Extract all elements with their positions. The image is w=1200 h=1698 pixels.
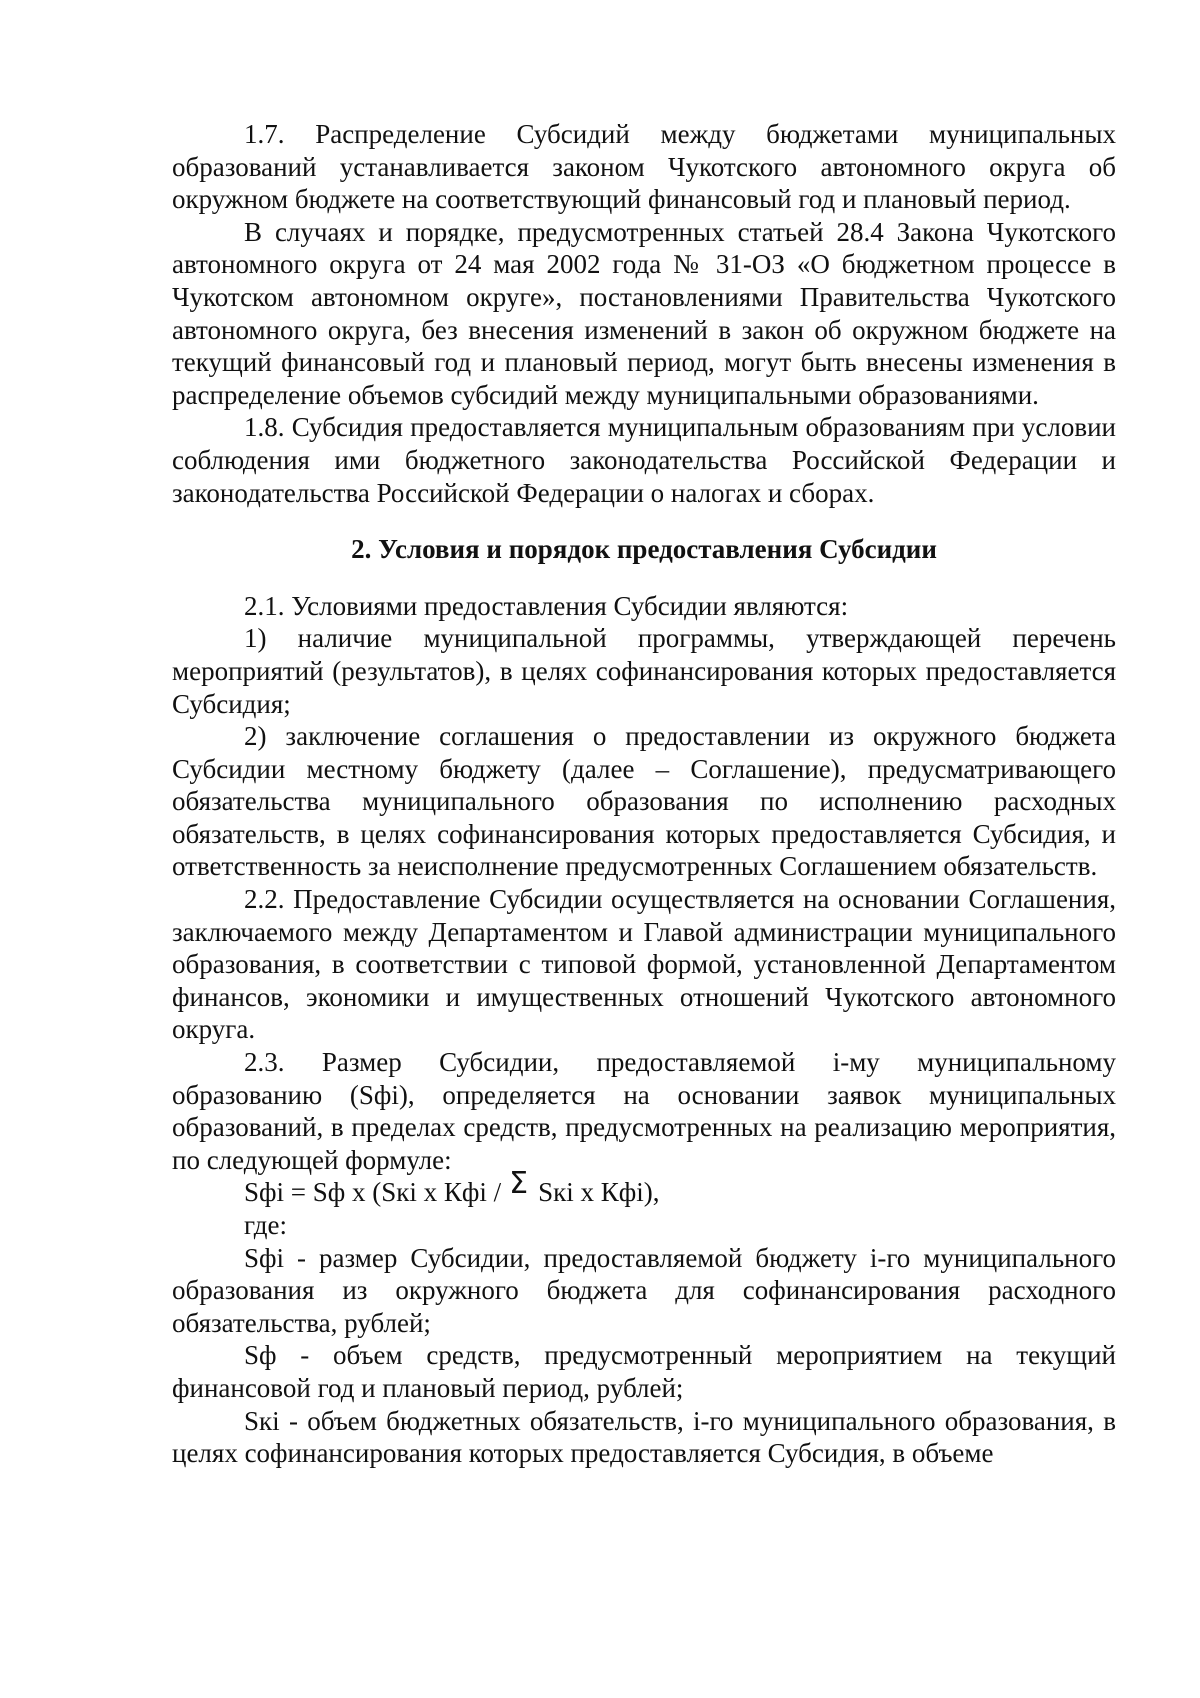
sigma-symbol: Σ: [509, 1166, 529, 1202]
paragraph-condition-2: 2) заключение соглашения о предоставлении из окружного бюджета Субсидии местному бюджету (далее – Соглашение), предусматривающего обязательства муниципального образования по исполнению расходных обязательств, в целях софинансирования которых предоставляется Субсидия, и ответственность за неисполнение предусмотренных Соглашением обязательств.: [172, 721, 1116, 882]
paragraph-1-8: 1.8. Субсидия предоставляется муниципальным образованиям при условии соблюдения ими бюджетного законодательства Российской Федерации и законодательства Российской Федерации о налогах и сборах.: [172, 412, 1116, 508]
definition-ski: Sкi - объем бюджетных обязательств, i-го муниципального образования, в целях софинансирования которых предоставляется Субсидия, в объеме: [172, 1405, 1116, 1469]
formula-right: Sкi x Кфi),: [538, 1177, 660, 1208]
definition-sfi: Sфi - размер Субсидии, предоставляемой бюджету i-го муниципального образования из окружного бюджета для софинансирования расходного обязательства, рублей;: [172, 1242, 1116, 1338]
paragraph-condition-1: 1) наличие муниципальной программы, утверждающей перечень мероприятий (результатов), в целях софинансирования которых предоставляется Субсидия;: [172, 623, 1116, 719]
formula-left: Sфi = Sф x (Sкi x Кфi /: [244, 1177, 502, 1208]
paragraph-1-7: 1.7. Распределение Субсидий между бюджетами муниципальных образований устанавливается законом Чукотского автономного округа об окружном бюджете на соответствующий финансовый год и плановый период.: [172, 119, 1116, 215]
formula-where: где:: [244, 1210, 287, 1240]
paragraph-cases: В случаях и порядке, предусмотренных статьей 28.4 Закона Чукотского автономного округа от 24 мая 2002 года № 31-ОЗ «О бюджетном процессе в Чукотском автономном округе», постановлениями Правительства Чукотского автономного округа, без внесения изменений в закон об окружном бюджете на текущий финансовый год и плановый период, могут быть внесены изменения в распределение объемов субсидий между муниципальными образованиями.: [172, 216, 1116, 410]
paragraph-2-3: 2.3. Размер Субсидии, предоставляемой i-му муниципальному образованию (Sфi), определяется на основании заявок муниципальных образований, в пределах средств, предусмотренных на реализацию мероприятия, по следующей формуле:: [172, 1047, 1116, 1175]
paragraph-2-2: 2.2. Предоставление Субсидии осуществляется на основании Соглашения, заключаемого между Департаментом и Главой администрации муниципального образования, в соответствии с типовой формой, установленной Департаментом финансов, экономики и имущественных отношений Чукотского автономного округа.: [172, 884, 1116, 1045]
document-body: [172, 118, 1116, 1470]
subsidy-formula: [172, 1166, 1116, 1209]
section-heading: 2. Условия и порядок предоставления Субсидии: [351, 534, 937, 565]
paragraph-2-1: 2.1. Условиями предоставления Субсидии являются:: [244, 590, 849, 621]
definition-sf: Sф - объем средств, предусмотренный мероприятием на текущий финансовой год и плановый период, рублей;: [172, 1340, 1116, 1403]
